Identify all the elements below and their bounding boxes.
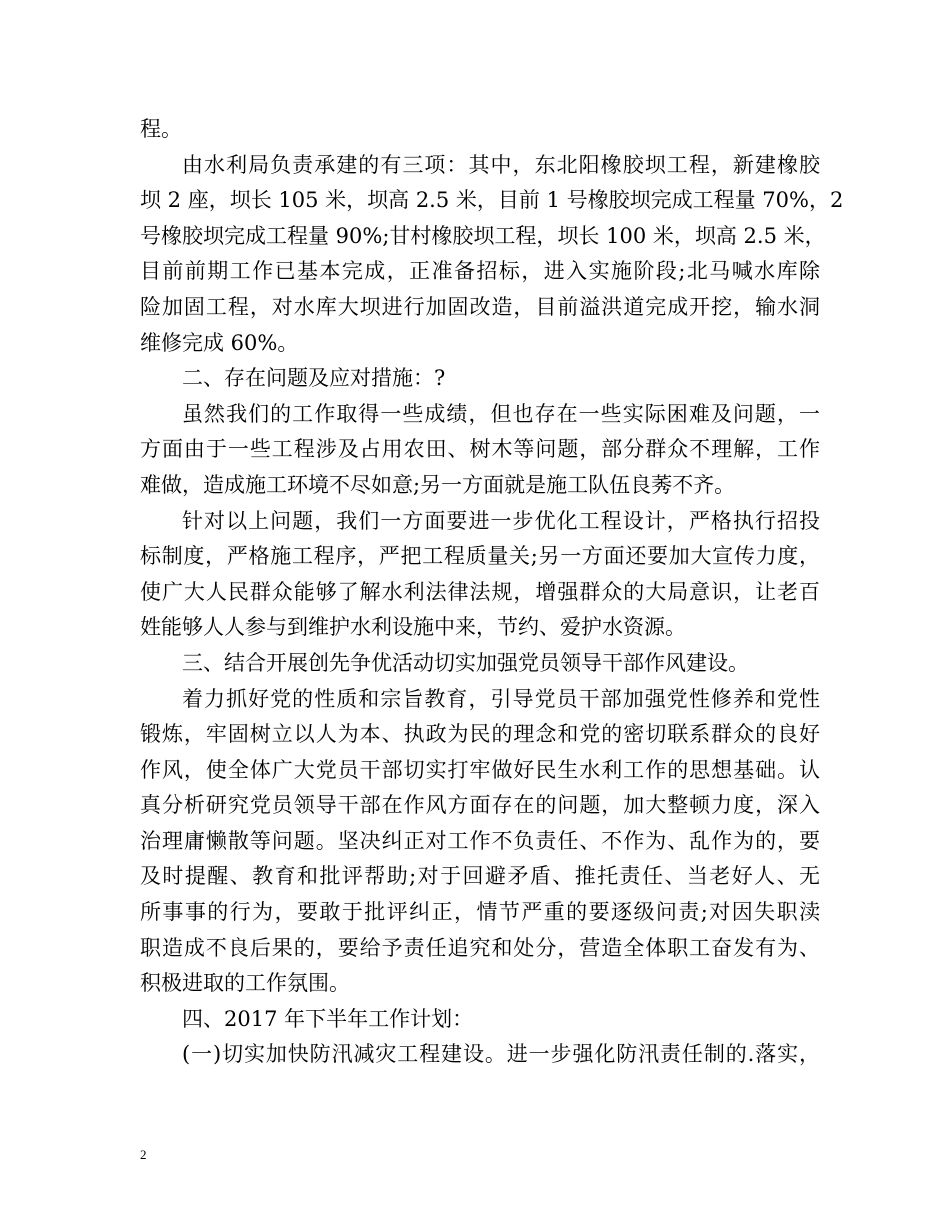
text-line: 目前前期工作已基本完成，正准备招标，进入实施阶段;北马喊水库除: [140, 259, 820, 284]
text-line: 坝 2 座，坝长 105 米，坝高 2.5 米，目前 1 号橡胶坝完成工程量 70%，2: [140, 188, 844, 213]
text-line: 积极进取的工作氛围。: [140, 971, 350, 996]
text-line: 锻炼，牢固树立以人为本、执政为民的理念和党的密切联系群众的良好: [140, 722, 820, 747]
text-line: 号橡胶坝完成工程量 90%;甘村橡胶坝工程，坝长 100 米，坝高 2.5 米，: [140, 223, 826, 248]
text-line: 由水利局负责承建的有三项：其中，东北阳橡胶坝工程，新建橡胶: [182, 152, 820, 177]
text-line: 标制度，严格施工程序，严把工程质量关;另一方面还要加大宣传力度，: [140, 544, 820, 569]
document-body: [140, 112, 844, 1073]
text-line: 真分析研究党员领导干部在作风方面存在的问题，加大整顿力度，深入: [140, 793, 820, 818]
text-line: 治理庸懒散等问题。坚决纠正对工作不负责任、不作为、乱作为的，要: [140, 828, 820, 853]
text-line: 维修完成 60%。: [140, 330, 299, 355]
text-line: 险加固工程，对水库大坝进行加固改造，目前溢洪道完成开挖，输水洞: [140, 294, 820, 319]
text-line: 着力抓好党的性质和宗旨教育，引导党员干部加强党性修养和党性: [182, 686, 820, 711]
text-line: 职造成不良后果的，要给予责任追究和处分，营造全体职工奋发有为、: [140, 935, 820, 960]
text-line: (一)切实加快防汛减灾工程建设。进一步强化防汛责任制的.落实，: [182, 1042, 820, 1067]
text-line: 及时提醒、教育和批评帮助;对于回避矛盾、推托责任、当老好人、无: [140, 864, 820, 889]
text-line: 虽然我们的工作取得一些成绩，但也存在一些实际困难及问题，一: [182, 401, 820, 426]
text-line: 方面由于一些工程涉及占用农田、树木等问题，部分群众不理解，工作: [140, 437, 820, 462]
text-line: 难做，造成施工环境不尽如意;另一方面就是施工队伍良莠不齐。: [140, 472, 736, 497]
page-number: 2: [140, 1147, 147, 1162]
text-line: 作风，使全体广大党员干部切实打牢做好民生水利工作的思想基础。认: [140, 757, 820, 782]
section-heading: 三、结合开展创先争优活动切实加强党员领导干部作风建设。: [182, 650, 749, 675]
text-line: 姓能够人人参与到维护水利设施中来，节约、爱护水资源。: [140, 615, 686, 640]
section-heading: 二、存在问题及应对措施：?: [182, 366, 446, 391]
section-heading: 四、2017 年下半年工作计划：: [182, 1006, 474, 1031]
text-line: 所事事的行为，要敢于批评纠正，情节严重的要逐级问责;对因失职渎: [140, 900, 820, 925]
text-line: 针对以上问题，我们一方面要进一步优化工程设计，严格执行招投: [182, 508, 820, 533]
text-line: 使广大人民群众能够了解水利法律法规，增强群众的大局意识，让老百: [140, 579, 820, 604]
text-line: 程。: [140, 117, 182, 141]
